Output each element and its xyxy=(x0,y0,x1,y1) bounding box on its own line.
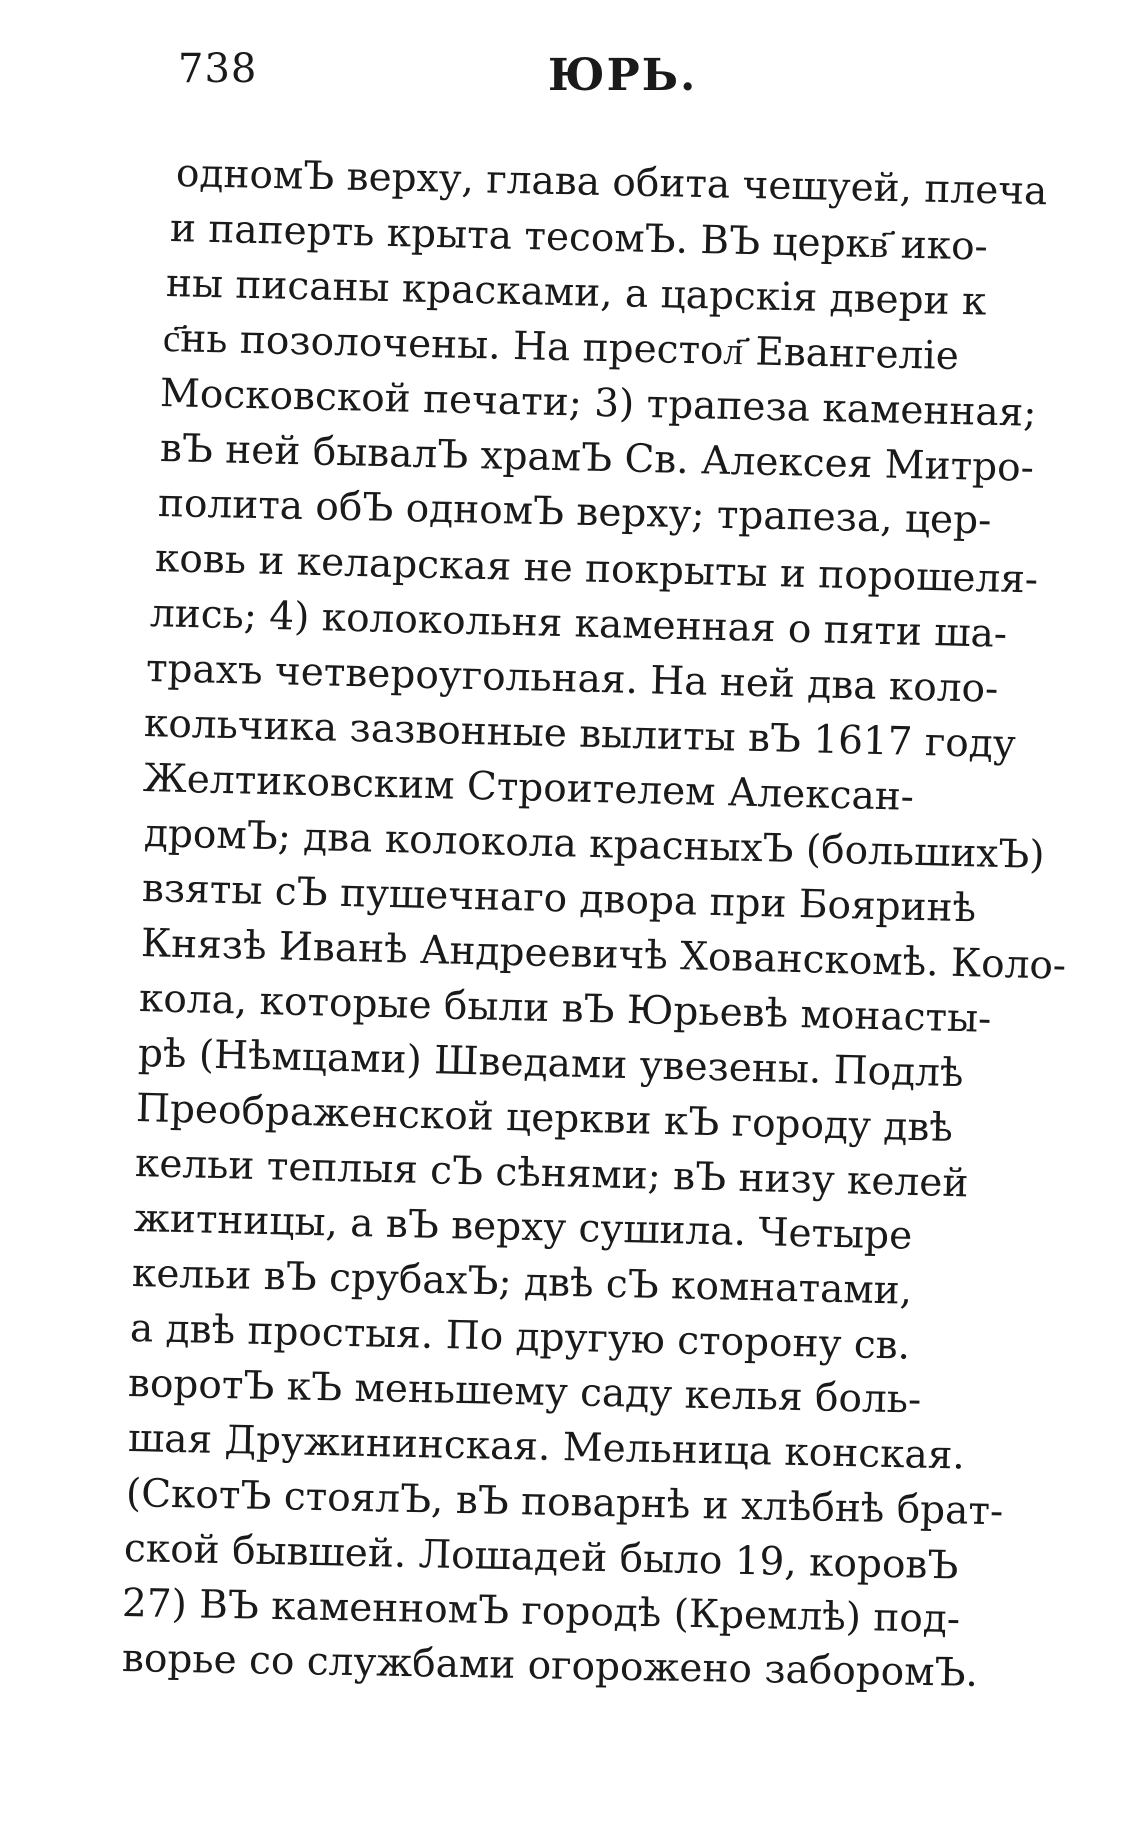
text-line: рѣ (Нѣмцами) Шведами увезены. Подлѣ xyxy=(137,1031,965,1097)
text-line: (СкотЪ стоялЪ, вЪ поварнѣ и хлѣбнѣ брат- xyxy=(125,1471,1004,1535)
text-line: кола, которые были вЪ Юрьевѣ монасты- xyxy=(138,976,992,1042)
text-line: Князѣ Иванѣ Андреевичѣ Хованскомѣ. Коло- xyxy=(140,921,1067,989)
text-line: Желтиковским Строителем Алексан- xyxy=(142,756,915,820)
text-line: ской бывшей. Лошадей было 19, коровЪ xyxy=(123,1526,959,1589)
text-line: кельи вЪ срубахЪ; двѣ сЪ комнатами, xyxy=(131,1251,913,1314)
text-line: 27) ВЪ каменномЪ городѣ (Кремлѣ) под- xyxy=(121,1581,961,1643)
text-line: с҃нь позолочены. На престол҃ Евангеліе xyxy=(162,316,960,380)
text-line: ны писаны красками, а царскія двери к xyxy=(165,261,987,325)
text-line: шая Дружининская. Мельница конская. xyxy=(127,1416,966,1479)
text-line: одномЪ верху, глава обита чешуей, плеча xyxy=(175,151,1048,215)
text-line: вЪ ней бывалЪ храмЪ Св. Алексея Митро- xyxy=(159,426,1035,491)
text-line: лись; 4) колокольня каменная о пяти ша- xyxy=(149,591,1008,657)
text-line: Преображенской церкви кЪ городу двѣ xyxy=(135,1086,954,1151)
text-line: трахъ четвероугольная. На ней два коло- xyxy=(145,646,999,712)
text-line: житницы, а вЪ верху сушила. Четыре xyxy=(133,1196,913,1259)
text-line: кельи теплыя сЪ сѣнями; вЪ низу келей xyxy=(134,1141,969,1207)
text-line: ковь и келарская не покрыты и порошеля- xyxy=(154,536,1039,603)
text-line: дромЪ; два колокола красныхЪ (большихЪ) xyxy=(143,811,1046,879)
text-line: Московской печати; 3) трапеза каменная; xyxy=(159,371,1037,436)
text-line: и паперть крыта тесомЪ. ВЪ церкв҃ ико- xyxy=(169,206,989,270)
text-line: ворье со службами огорожено заборомЪ. xyxy=(121,1636,979,1696)
running-head: ЮРЬ. xyxy=(548,50,698,101)
text-line: кольчика зазвонные вылиты вЪ 1617 году xyxy=(143,701,1017,768)
text-line: взяты сЪ пушечнаго двора при Бояринѣ xyxy=(141,866,977,932)
text-line: полита обЪ одномЪ верху; трапеза, цер- xyxy=(157,481,992,544)
page-number: 738 xyxy=(178,46,258,92)
text-line: воротЪ кЪ меньшему саду келья боль- xyxy=(127,1361,922,1423)
text-line: а двѣ простыя. По другую сторону св. xyxy=(129,1306,911,1369)
